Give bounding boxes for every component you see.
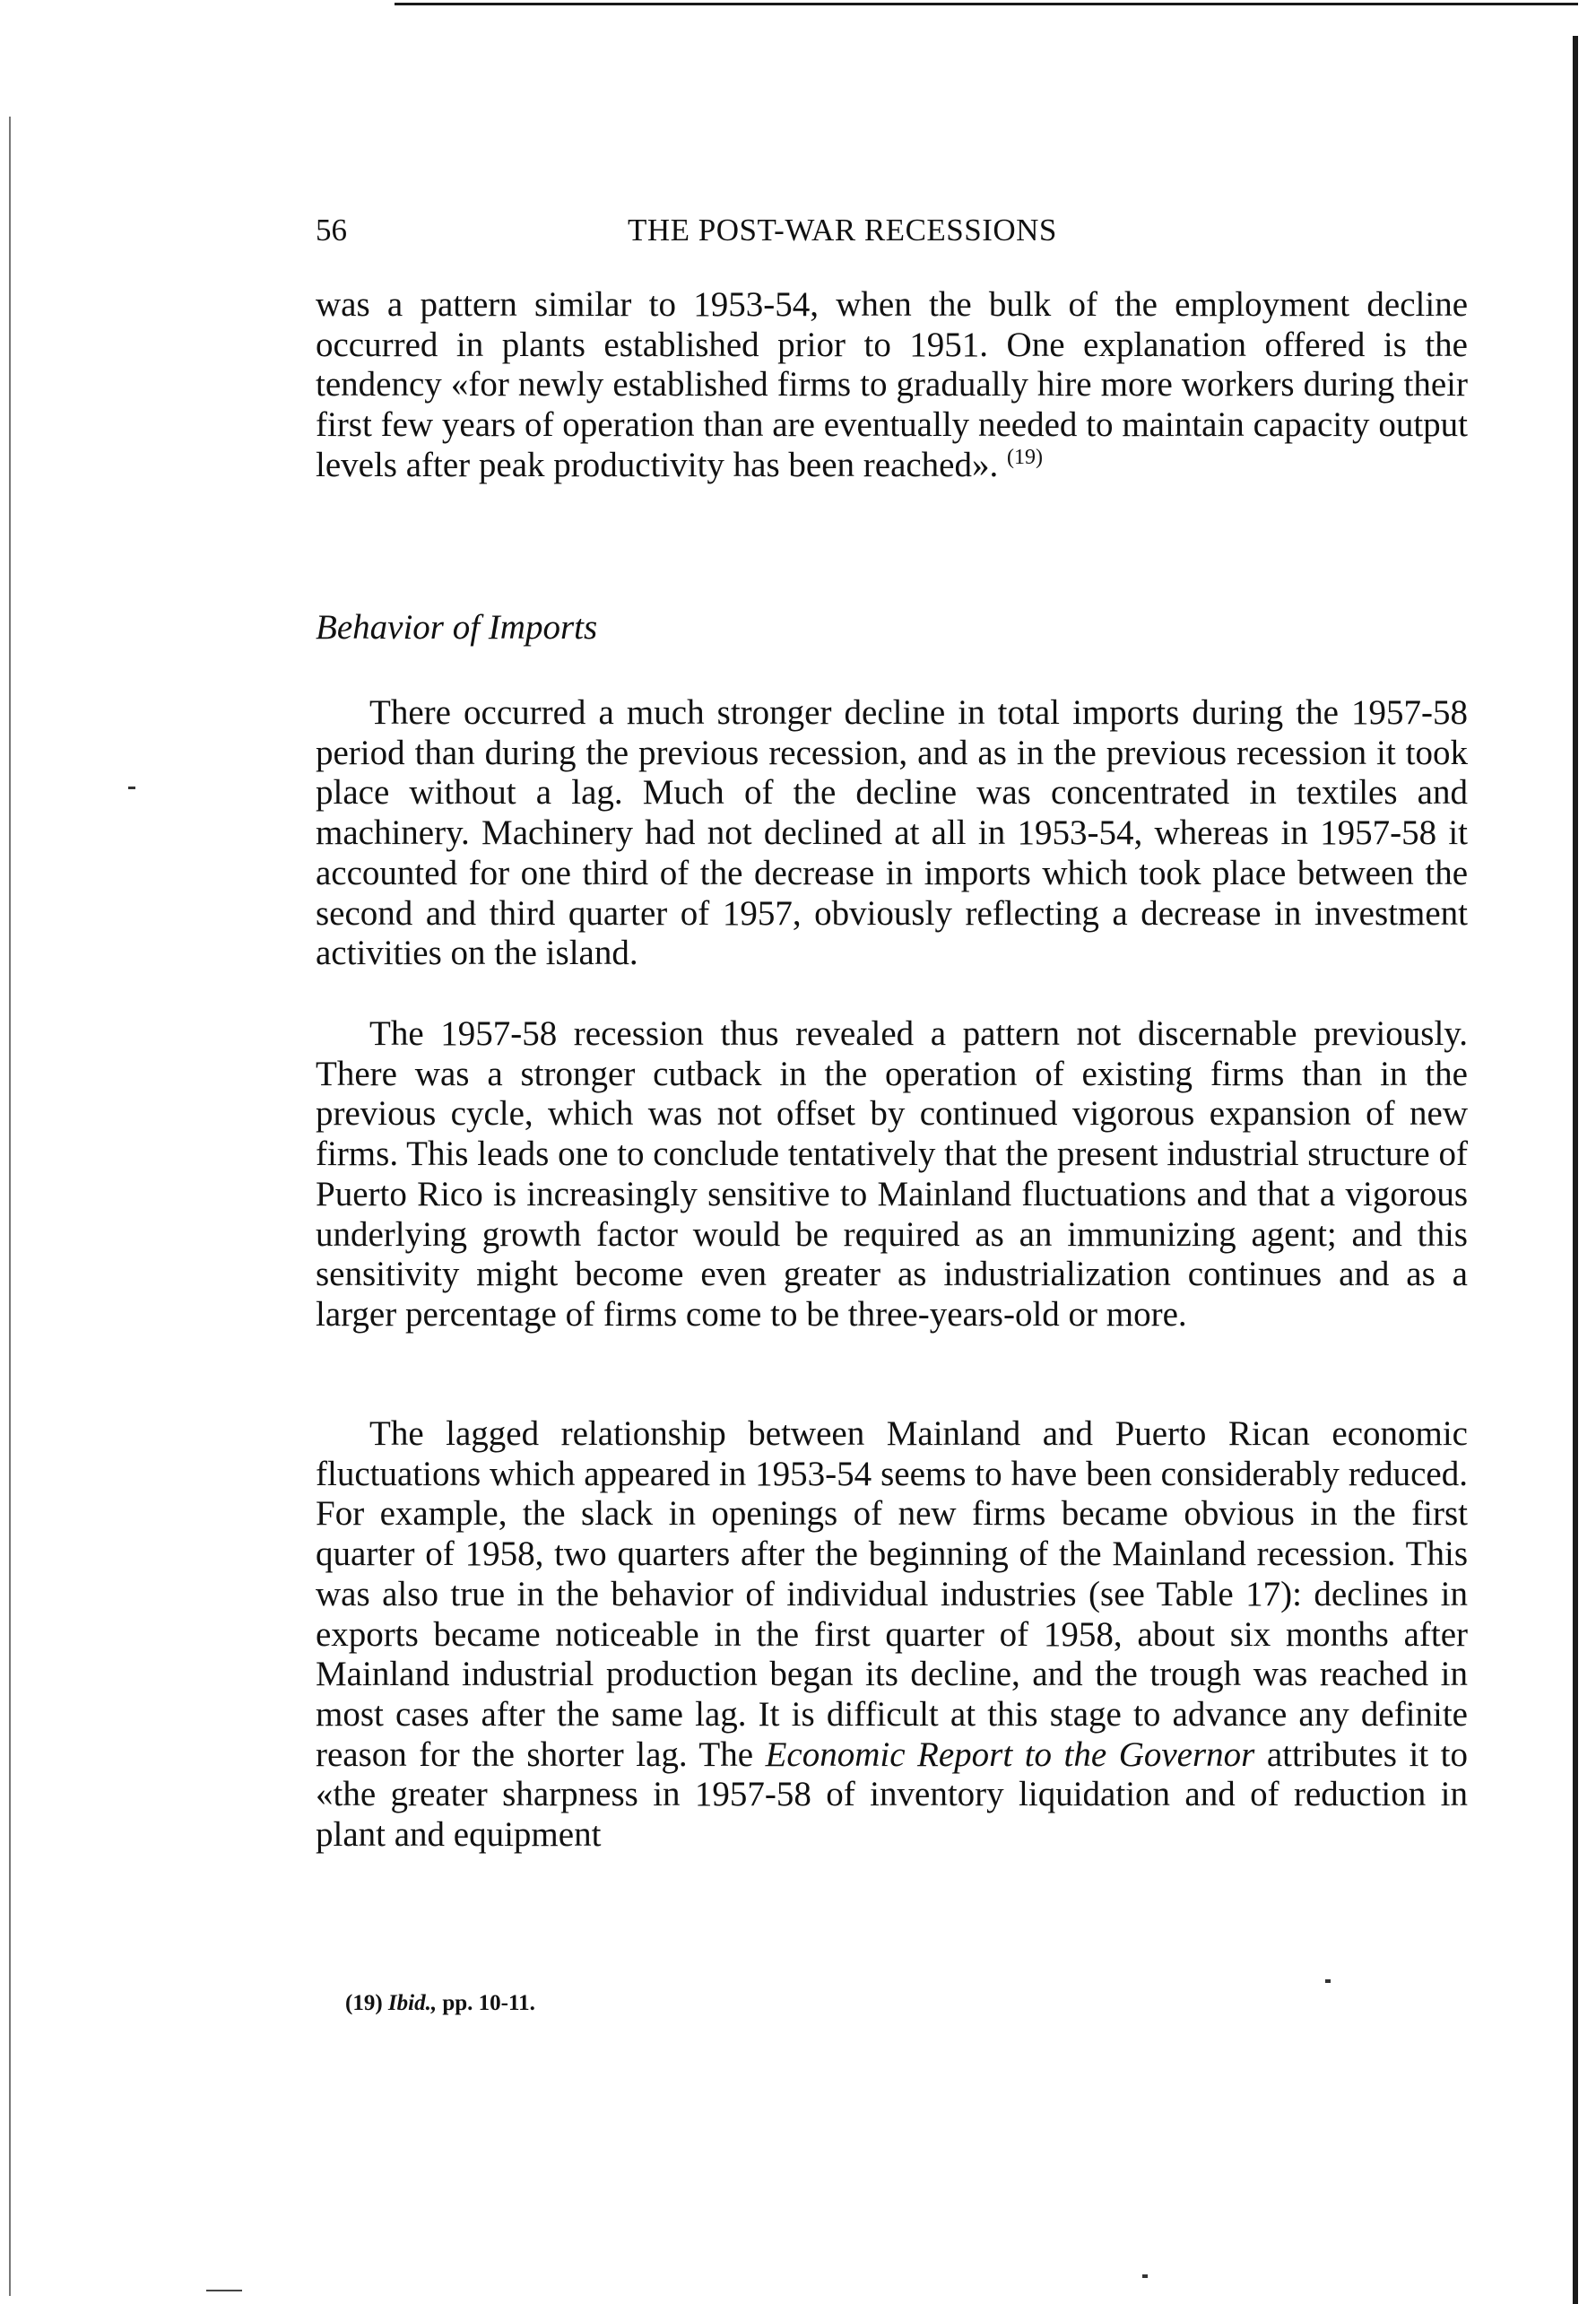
- running-head: [316, 208, 1472, 253]
- footnote-pages: pp. 10-11.: [442, 1991, 535, 2015]
- section-heading: Behavior of Imports: [316, 608, 598, 647]
- page-number: 56: [316, 213, 347, 248]
- footnote-reference: (19): [1007, 445, 1043, 469]
- paragraph-text: The lagged relationship between Mainland and Puerto Rican economic fluctuations which appeared in 1953-54 seems to have been considerably reduced. For example, the slack in openings of new firms became obvious in the first quarter of 1958, two quarters after the beginning of the Mainland recession. This was also true in the behavior of individual industries (see Table 17): declines in exports became noticeable in the first quarter of 1958, about six months after Mainland industrial production began its decline, and the trough was reached in most cases after the same lag. It is difficult at this stage to advance any definite reason for the shorter lag. The: [316, 1414, 1468, 1774]
- cited-report-title: Economic Report to the Governor: [765, 1735, 1255, 1774]
- running-title: THE POST-WAR RECESSIONS: [628, 213, 1057, 248]
- paragraph-recession-pattern: The 1957-58 recession thus revealed a pattern not discernable previously. There was a stronger cutback in the operation of existing firms than in the previous cycle, which was not offset by continued vigorous expansion of new firms. This leads one to conclude tentatively that the present industrial structure of Puerto Rico is increasingly sensitive to Mainland fluctuations and that a vigorous underlying growth factor would be required as an immunizing agent; and this sensitivity might become even greater as industrialization continues and as a larger percentage of firms come to be three-years-old or more.: [316, 1014, 1468, 1334]
- footnote-number: (19): [345, 1991, 383, 2015]
- footnote: [345, 1988, 535, 2019]
- paragraph-text: was a pattern similar to 1953-54, when the bulk of the employment decline occurred in plants established prior to 1951. One explanation offered is the tendency «for newly established firms to gradually hire more workers during their first few years of operation than are eventually needed to maintain capacity output levels after peak productivity has been reached».: [316, 285, 1468, 484]
- paragraph-text-continued: attributes it to «the greater sharpness in 1957-58 of inventory liquidation and of reduction in plant and equipment: [316, 1735, 1469, 1855]
- paragraph-employment-pattern: [316, 285, 1468, 486]
- paragraph-imports-decline: There occurred a much stronger decline in total imports during the 1957-58 period than during the previous recession, and as in the previous recession it took place without a lag. Much of the decline was concentrated in textiles and machinery. Machinery had not declined at all in 1953-54, whereas in 1957-58 it accounted for one third of the decrease in imports which took place between the second and third quarter of 1957, obviously reflecting a decrease in investment activities on the island.: [316, 693, 1468, 973]
- footnote-source: Ibid.,: [387, 1991, 438, 2015]
- paragraph-lagged-relationship: [316, 1414, 1468, 1856]
